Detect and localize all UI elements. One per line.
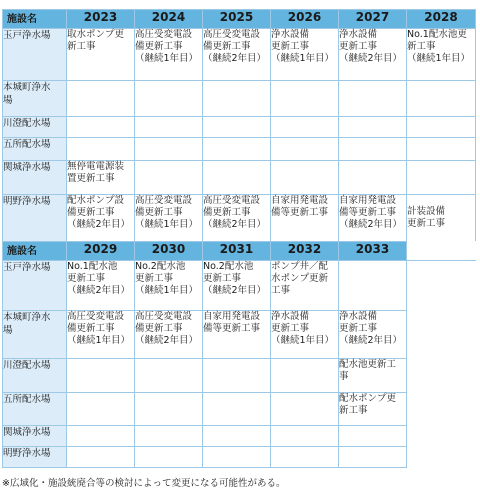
table-row — [3, 195, 476, 242]
year-header: 2030 — [135, 242, 203, 261]
work-cell — [339, 447, 407, 468]
table-row — [3, 161, 476, 195]
work-cell — [135, 81, 203, 117]
facility-column-header: 施設名 — [3, 242, 67, 261]
empty-cell — [407, 359, 476, 393]
empty-cell — [407, 447, 476, 468]
table-row — [3, 393, 476, 426]
work-cell — [339, 161, 407, 195]
facility-name: 川澄配水場 — [3, 359, 67, 393]
footnote: ※広域化・施設統廃合等の検討によって変更になる可能性がある。 — [2, 478, 286, 489]
work-cell: No.1配水池 更新工事 （継続2年目） — [67, 261, 135, 311]
work-cell: 高圧受変電設 備更新工事 （継続1年目） — [135, 29, 203, 81]
work-cell — [135, 426, 203, 447]
work-cell — [203, 447, 271, 468]
work-cell: 高圧受変電設 備更新工事 （継続1年目） — [135, 195, 203, 242]
table-row — [3, 426, 476, 447]
table-row — [3, 117, 476, 138]
work-cell — [135, 117, 203, 138]
work-cell — [203, 138, 271, 161]
work-cell — [339, 138, 407, 161]
work-cell — [203, 426, 271, 447]
year-header: 2024 — [135, 10, 203, 29]
table-row — [3, 138, 476, 161]
work-cell: 配水ポンプ設 備更新工事 （継続2年目） — [67, 195, 135, 242]
facility-name: 本城町浄水 場 — [3, 81, 67, 117]
work-cell: No.2配水池 更新工事 （継続1年目） — [135, 261, 203, 311]
work-cell — [271, 117, 339, 138]
empty-cell — [407, 261, 476, 311]
empty-header — [407, 242, 476, 261]
facility-name: 関城浄水場 — [3, 426, 67, 447]
work-cell: 高圧受変電設 備更新工事 （継続2年目） — [203, 195, 271, 242]
work-cell — [407, 161, 476, 195]
work-cell — [271, 161, 339, 195]
work-cell — [407, 138, 476, 161]
year-header: 2032 — [271, 242, 339, 261]
work-cell — [67, 426, 135, 447]
work-cell: 自家用発電設 備等更新工事 — [271, 195, 339, 242]
facility-name: 本城町浄水 場 — [3, 311, 67, 359]
year-header: 2028 — [407, 10, 476, 29]
facility-name: 玉戸浄水場 — [3, 261, 67, 311]
year-header: 2033 — [339, 242, 407, 261]
work-cell — [407, 117, 476, 138]
work-cell — [339, 117, 407, 138]
work-cell: No.1配水池更 新工事 （継続1年目） — [407, 29, 476, 81]
work-cell — [339, 81, 407, 117]
work-cell: 浄水設備 更新工事 （継続2年目） — [339, 311, 407, 359]
work-cell — [135, 161, 203, 195]
work-cell: No.2配水池 更新工事 （継続2年目） — [203, 261, 271, 311]
facility-name: 川澄配水場 — [3, 117, 67, 138]
year-header: 2029 — [67, 242, 135, 261]
work-cell — [271, 81, 339, 117]
work-cell: 無停電電源装 置更新工事 — [67, 161, 135, 195]
work-cell — [339, 426, 407, 447]
empty-cell — [407, 393, 476, 426]
work-cell — [271, 138, 339, 161]
table-row — [3, 261, 476, 311]
work-cell — [135, 359, 203, 393]
facility-column-header: 施設名 — [3, 10, 67, 29]
work-cell: 配水池更新工 事 — [339, 359, 407, 393]
work-cell — [271, 447, 339, 468]
work-cell — [135, 138, 203, 161]
facility-name: 関城浄水場 — [3, 161, 67, 195]
work-cell — [407, 81, 476, 117]
facility-name: 明野浄水場 — [3, 447, 67, 468]
work-cell: 自家用発電設 備等更新工事 — [203, 311, 271, 359]
work-cell — [271, 393, 339, 426]
work-cell: 浄水設備 更新工事 （継続1年目） — [271, 29, 339, 81]
facility-name: 五所配水場 — [3, 393, 67, 426]
year-header: 2027 — [339, 10, 407, 29]
work-cell — [203, 117, 271, 138]
table-row — [3, 29, 476, 81]
work-cell: 浄水設備 更新工事 （継続2年目） — [339, 29, 407, 81]
work-cell — [67, 359, 135, 393]
work-cell — [271, 426, 339, 447]
facility-name: 明野浄水場 — [3, 195, 67, 242]
work-cell — [203, 161, 271, 195]
work-cell: 浄水設備 更新工事 （継続1年目） — [271, 311, 339, 359]
work-cell: 計装設備 更新工事 — [407, 195, 476, 242]
schedule-table-2029-2033 — [2, 241, 476, 468]
table-row — [3, 81, 476, 117]
facility-name: 玉戸浄水場 — [3, 29, 67, 81]
work-cell — [339, 261, 407, 311]
work-cell — [67, 138, 135, 161]
year-header: 2031 — [203, 242, 271, 261]
work-cell — [203, 81, 271, 117]
work-cell: 取水ポンプ更 新工事 — [67, 29, 135, 81]
work-cell — [67, 447, 135, 468]
work-cell — [67, 117, 135, 138]
work-cell — [67, 81, 135, 117]
facility-name: 五所配水場 — [3, 138, 67, 161]
work-cell: 配水ポンプ更 新工事 — [339, 393, 407, 426]
work-cell — [203, 393, 271, 426]
work-cell: 自家用発電設 備等更新工事 （継続2年目） — [339, 195, 407, 242]
work-cell: 高圧受変電設 備更新工事 （継続2年目） — [135, 311, 203, 359]
table-row — [3, 311, 476, 359]
work-cell: ポンプ井／配 水ポンプ更新 工事 — [271, 261, 339, 311]
work-cell — [135, 393, 203, 426]
work-cell — [67, 393, 135, 426]
work-cell: 高圧受変電設 備更新工事 （継続2年目） — [203, 29, 271, 81]
work-cell — [271, 359, 339, 393]
year-header: 2026 — [271, 10, 339, 29]
table-row — [3, 359, 476, 393]
table-row — [3, 447, 476, 468]
work-cell — [203, 359, 271, 393]
empty-cell — [407, 426, 476, 447]
work-cell: 高圧受変電設 備更新工事 （継続1年目） — [67, 311, 135, 359]
year-header: 2023 — [67, 10, 135, 29]
empty-cell — [407, 311, 476, 359]
schedule-table-2023-2028 — [2, 9, 476, 242]
year-header: 2025 — [203, 10, 271, 29]
work-cell — [135, 447, 203, 468]
